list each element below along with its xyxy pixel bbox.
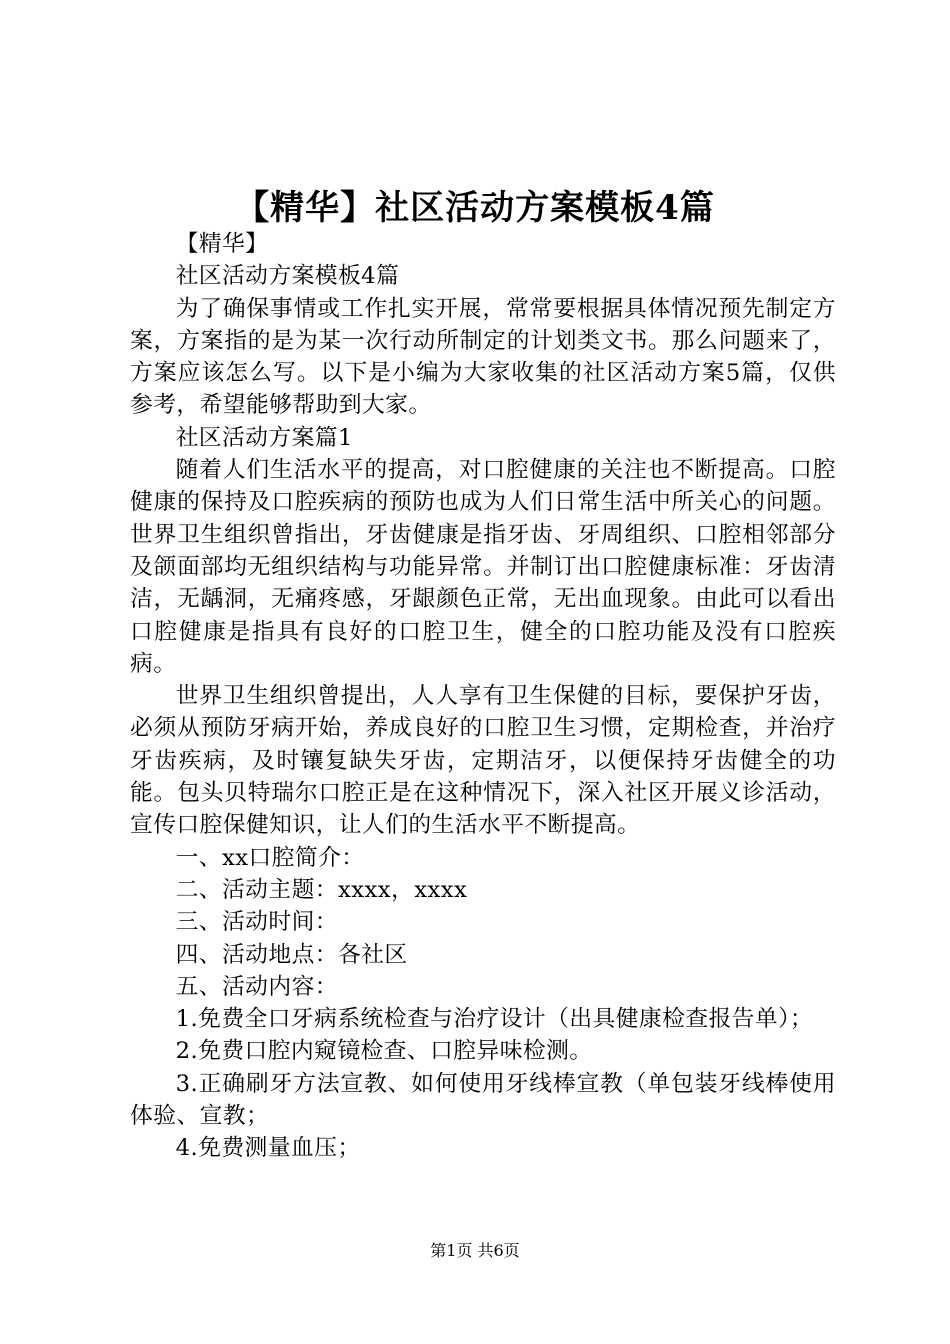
paragraph: 随着人们生活水平的提高，对口腔健康的关注也不断提高。口腔健康的保持及口腔疾病的预防也成为人们日常生活中所关心的问题。世界卫生组织曾指出，牙齿健康是指牙齿、牙周组织、口腔相邻部分及颌面部均无组织结构与功能异常。并制订出口腔健康标准：牙齿清洁，无龋洞，无痛疼感，牙龈颜色正常，无出血现象。由此可以看出口腔健康是指具有良好的口腔卫生，健全的口腔功能及没有口腔疾病。 bbox=[130, 457, 836, 677]
paragraph: 【精华】 bbox=[175, 231, 269, 257]
list-item: 四、活动地点：各社区 bbox=[175, 941, 408, 968]
list-item: 五、活动内容： bbox=[175, 973, 338, 1000]
paragraph: 为了确保事情或工作扎实开展，常常要根据具体情况预先制定方案，方案指的是为某一次行动所制定的计划类文书。那么问题来了，方案应该怎么写。以下是小编为大家收集的社区活动方案5篇，仅供参考，希望能够帮助到大家。 bbox=[130, 295, 836, 419]
list-item: 三、活动时间： bbox=[175, 909, 338, 936]
document-body bbox=[130, 228, 836, 1165]
paragraph: 社区活动方案模板4篇 bbox=[175, 263, 400, 290]
section-heading: 社区活动方案篇1 bbox=[175, 424, 353, 451]
page-footer: 第1页 共6页 bbox=[430, 1241, 520, 1260]
list-item: 1.免费全口牙病系统检查与治疗设计（出具健康检查报告单）； bbox=[175, 1006, 814, 1033]
list-item: 3.正确刷牙方法宣教、如何使用牙线棒宣教（单包装牙线棒使用体验、宣教； bbox=[130, 1070, 836, 1130]
list-item: 2.免费口腔内窥镜检查、口腔异味检测。 bbox=[175, 1038, 593, 1065]
list-item: 二、活动主题：xxxx，xxxx bbox=[175, 876, 468, 903]
document-title: 【精华】社区活动方案模板4篇 bbox=[235, 188, 715, 228]
paragraph: 世界卫生组织曾提出，人人享有卫生保健的目标，要保护牙齿，必须从预防牙病开始，养成良好的口腔卫生习惯，定期检查，并治疗牙齿疾病，及时镶复缺失牙齿，定期洁牙，以便保持牙齿健全的功能。包头贝特瑞尔口腔正是在这种情况下，深入社区开展义诊活动，宣传口腔保健知识，让人们的生活水平不断提高。 bbox=[130, 683, 836, 839]
list-item: 4.免费测量血压； bbox=[175, 1135, 361, 1162]
list-item: 一、xx口腔简介： bbox=[175, 844, 365, 871]
